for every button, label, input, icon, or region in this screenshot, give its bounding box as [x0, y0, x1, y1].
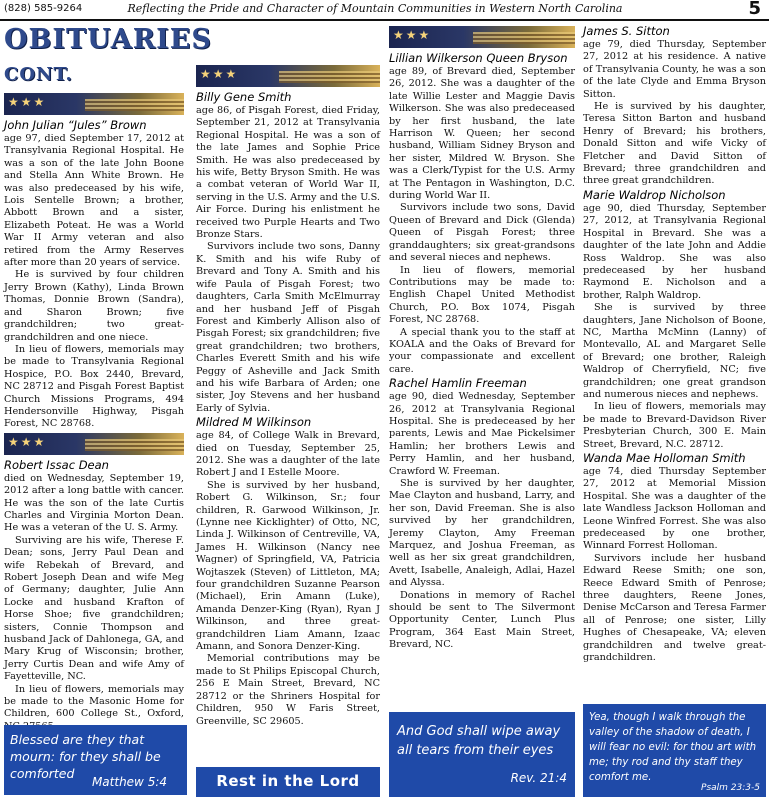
header-rule: [0, 19, 769, 21]
phone-number: (828) 585-9264: [4, 3, 83, 14]
obituary-text: She is survived by her daughter, Mae Clayton and husband, Larry, and her son, David Freeman. She is also survived by her grandchildren, Jeremy Clayton, Amy Freeman Marquez, and Joshua Freeman, as well as her six great grandchildren, Avett, Isabelle, Analeigh, Adlai, Hazel and Alyssa.: [389, 478, 575, 589]
column-4: [583, 24, 766, 665]
obituary-text: In lieu of flowers, memorials may be made to Transylvania Regional Hospice, P.O. Box 2440, Brevard, NC 28712 and Pisgah Forest Baptist Church Missions Programs, 494 Hendersonville Highway, Pisgah Forest, NC 28768.: [4, 343, 184, 430]
verse-box: [196, 767, 380, 797]
star-icon: ★★★: [8, 434, 47, 449]
obituary-name: James S. Sitton: [583, 24, 670, 38]
obituary-name: Mildred M Wilkinson: [196, 415, 312, 430]
flag-banner: [196, 65, 380, 87]
obituary-text: He is survived by four children Jerry Brown (Kathy), Linda Brown Thomas, Donnie Brown (Sandra), and Sharon Brown; five grandchildren; two great-grandchildren and one niece.: [4, 269, 184, 343]
column-2: [196, 24, 380, 728]
obituary-name: Billy Gene Smith: [196, 90, 292, 104]
obituary-name: Rachel Hamlin Freeman: [389, 376, 527, 391]
obituary-text: died on Wednesday, September 19, 2012 after a long battle with cancer. He was the son of the late Curtis Charles and Virginia Morton Dean. He was a veteran of the U. S. Army.: [4, 472, 184, 534]
obituary-text: In lieu of flowers, memorials may be made to Brevard-Davidson River Presbyterian Church, 300 E. Main Street, Brevard, N.C. 28712.: [583, 401, 766, 450]
column-3: [389, 24, 575, 652]
obituary-text: age 97, died September 17, 2012 at Transylvania Regional Hospital. He was a son of the late John Boone and Stella Ann White Brown. He was also predeceased by his wife, Lois Sentelle Brown; a brother, Abbott Brown and a sister, Elizabeth Poteat. He was a World War II Army veteran and also retired from the Army Reserves after more than 20 years of service.: [4, 133, 184, 269]
verse-box: [583, 704, 766, 797]
obituary-text: He is survived by his daughter, Teresa Sitton Barton and husband Henry of Brevard; his brothers, Donald Sitton and wife Vicky of Fletcher and David Sitton of Brevard; three grandchildren and three great grandchildren.: [583, 101, 766, 187]
obituary-text: Memorial contributions may be made to St Philips Episcopal Church, 256 E Main Street, Brevard, NC 28712 or the Shriners Hospital for Children, 950 W Faris Street, Greenville, SC 29605.: [196, 653, 380, 727]
obituary-text: In lieu of flowers, memorials may be made to the Masonic Home for Children, 600 College St., Oxford,: [4, 683, 184, 720]
obituary-text: age 89, of Brevard died, September 26, 2012. She was a daughter of the late Willie Lester and Maggie Davis Wilkerson. She was also predeceased by her first husband, the late Harrison W. Queen; her second husband, William Sidney Bryson and her sister, Mildred W. Bryson. She was a Clerk/Typist for the U.S. Army at The Pentagon in Washington, D.C. during World War II.: [389, 66, 575, 202]
page-number: 5: [748, 0, 761, 19]
verse-text: And God shall wipe away all tears from their eyes: [397, 724, 561, 758]
star-icon: ★★★: [200, 67, 239, 81]
obituary-name: Marie Waldrop Nicholson: [583, 187, 726, 202]
verse-reference: Psalm 23:3-5: [701, 783, 760, 793]
star-icon: ★★★: [393, 28, 432, 42]
obituary-name: Wanda Mae Holloman Smith: [583, 451, 746, 465]
verse-reference: Rev. 21:4: [510, 771, 567, 785]
verse-text: Blessed are they that mourn: for they shall be comforted: [10, 732, 161, 781]
obituary-text: age 90, died Thursday, September 27, 2012, at Transylvania Regional Hospital in Brevard. She was a daughter of the late John and Addie Ross Waldrop. She was also predeceased by her husband Raymond E. Nicholson and a brother, Ralph Waldrop.: [583, 202, 766, 301]
verse-box: [4, 725, 187, 795]
obituary-text: Survivors include two sons, David Queen of Brevard and Dick (Glenda) Queen of Pisgah Forest; three granddaughters; six great-grandsons and several nieces and nephews.: [389, 202, 575, 264]
obituary-text: Surviving are his wife, Therese F. Dean; sons, Jerry Paul Dean and wife Rebekah of Brevard, and Robert Joseph Dean and wife Meg of Germany; daughter, Julie Ann Locke and husband Krafton of Horse Shoe; five grandchildren; sisters, Connie Thompson and husband Jack of Dahlonega, GA, and Mary Krug of Wisconsin; brother, Jerry Curtis Dean and wife Amy of Fayetteville, NC.: [4, 534, 184, 683]
star-icon: ★★★: [8, 95, 47, 109]
flag-banner: [4, 433, 184, 455]
tagline: Reflecting the Pride and Character of Mountain Communities in Western North Carolina: [127, 2, 623, 15]
obituary-text: age 79, died Thursday, September 27, 2012 at his residence. A native of Transylvania County, he was a son of the late Clyde and Emma Bryson Sitton.: [583, 39, 766, 100]
obituary-text: A special thank you to the staff at KOALA and the Oaks of Brevard for your compassionate and excellent care.: [389, 326, 575, 375]
obituary-text: In lieu of flowers, memorial Contributions may be made to: English Chapel United Methodist Church, P.O. Box 1074, Pisgah Forest, NC 28768.: [389, 264, 575, 326]
verse-box: [389, 712, 575, 797]
obituary-name: Robert Issac Dean: [4, 457, 109, 472]
obituary-name: John Julian “Jules” Brown: [4, 118, 147, 132]
obituary-text: age 84, of College Walk in Brevard, died on Tuesday, September 25, 2012. She was a daughter of the late Robert J and I Estelle Moore.: [196, 430, 380, 479]
page-header: [0, 0, 769, 20]
obituary-text: Donations in memory of Rachel should be sent to The Silvermont Opportunity Center, Lunch Plus Program, 364 East Main Street, Brevard, NC.: [389, 589, 575, 651]
obituary-text: age 74, died Thursday September 27, 2012 at Memorial Mission Hospital. She was a daughter of the late Wandless Jackson Holloman and Leone Winfred Forrest. She was also predeceased by one brother, Winnard Forrest Holloman.: [583, 466, 766, 552]
obituary-text: age 90, died Wednesday, September 26, 2012 at Transylvania Regional Hospital. She is predeceased by her parents, Lewis and Mae Pickelsimer Hamlin; her brothers Lewis and Perry Hamlin, and her husband, Crawford W. Freeman.: [389, 391, 575, 477]
obituary-text: age 86, of Pisgah Forest, died Friday, September 21, 2012 at Transylvania Regional Hospital. He was a son of the late James and Sophie Price Smith. He was also predeceased by his wife, Betty Bryson Smith. He was a combat veteran of World War II, serving in the U.S. Army and the U.S. Air Force. During his enlistment he received two Purple Hearts and Two Bronze Stars.: [196, 105, 380, 241]
verse-text: Rest in the Lord: [216, 772, 360, 790]
flag-banner: [389, 26, 575, 48]
obituary-name: Lillian Wilkerson Queen Bryson: [389, 51, 568, 65]
flag-banner: [4, 93, 184, 115]
column-1: [4, 24, 212, 733]
section-title: OBITUARIES CONT.: [4, 24, 212, 85]
obituary-text: Survivors include two sons, Danny K. Smith and his wife Ruby of Brevard and Tony A. Smith and his wife Paula of Pisgah Forest; two daughters, Carla Smith McElmurray and her husband Jeff of Pisgah Forest and Kimberly Allison also of Pisgah Forest; six grandchildren; five great grandchildren; two brothers, Charles Everett Smith and his wife Peggy of Asheville and Jack Smith and his wife Barbara of Arden; one sister, Joy Stevens and her husband Early of Sylvia.: [196, 241, 380, 414]
obituary-text: She is survived by her husband, Robert G. Wilkinson, Sr.; four children, R. Garwood Wilkinson, Jr. (Lynne nee Kicklighter) of Otto, NC, Linda J. Wilkinson of Centreville, VA, James H. Wilkinson (Nancy nee Wagner) of Springfield, VA, Patricia Wojtaszek (Steven) of Littleton, MA; four grandchildren Suzanne Pearson (Michael), Erin Amann (Luke), Amanda Denzer-King (Ryan), Ryan J Wilkinson, and three great-grandchildren Liam Amann, Izaac Amann, and Sonora Denzer-King.: [196, 479, 380, 653]
obituary-text: Survivors include her husband Edward Reese Smith; one son, Reece Edward Smith of Penrose; three daughters, Reene Jones, Denise McCarson and Teresa Farmer all of Penrose; one sister, Lilly Hughes of Chesapeake, VA; eleven grandchildren and twelve great-grandchildren.: [583, 552, 766, 664]
obituary-text: She is survived by three daughters, Jane Nicholson of Boone, NC, Martha McMinn (Lanny) of Montevallo, AL and Margaret Selle of Brevard; one brother, Raleigh Waldrop of Cherryfield, NC; five grandchildren; one great grandson and numerous nieces and nephews.: [583, 302, 766, 400]
verse-reference: Matthew 5:4: [91, 775, 167, 789]
verse-text: Yea, though I walk through the valley of the shadow of death, I will fear no evil: for thou art with me; thy rod and thy staff they comfort me.: [589, 712, 757, 783]
